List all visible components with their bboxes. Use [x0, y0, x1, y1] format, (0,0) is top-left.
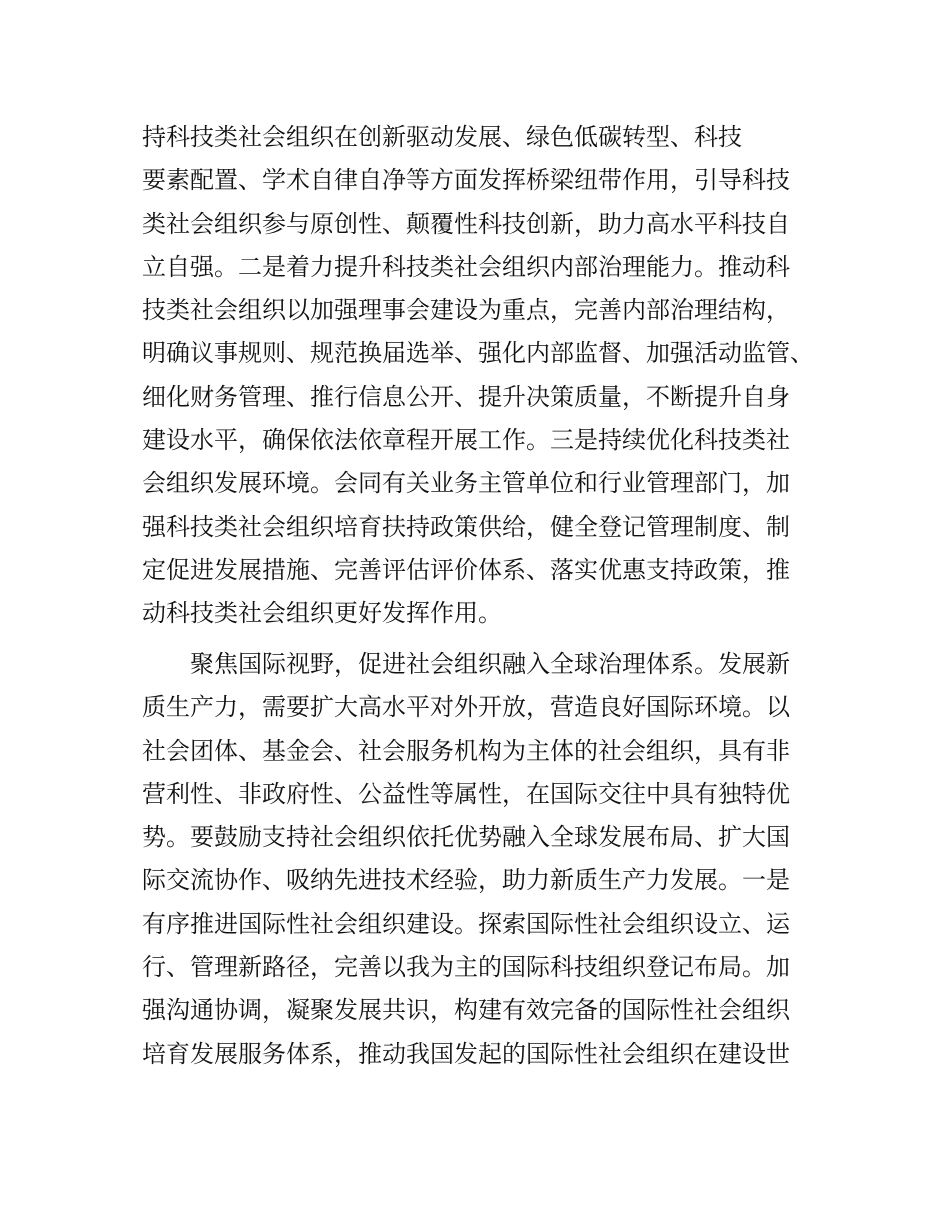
- text-line: 明确议事规则、规范换届选举、强化内部监督、加强活动监管、: [142, 339, 814, 368]
- text-line: 质生产力，需要扩大高水平对外开放，营造良好国际环境。以: [142, 693, 790, 722]
- text-line: 类社会组织参与原创性、颠覆性科技创新，助力高水平科技自: [142, 209, 790, 238]
- text-line: 强沟通协调，凝聚发展共识，构建有效完备的国际性社会组织: [142, 996, 790, 1025]
- text-line: 营利性、非政府性、公益性等属性，在国际交往中具有独特优: [142, 779, 790, 808]
- text-line: 细化财务管理、推行信息公开、提升决策质量，不断提升自身: [142, 382, 790, 411]
- text-line: 持科技类社会组织在创新驱动发展、绿色低碳转型、科技: [142, 123, 742, 151]
- text-line: 定促进发展措施、完善评估评价体系、落实优惠支持政策，推: [142, 555, 790, 584]
- text-line: 势。要鼓励支持社会组织依托优势融入全球发展布局、扩大国: [142, 823, 790, 852]
- text-line: 会组织发展环境。会同有关业务主管单位和行业管理部门，加: [142, 469, 790, 498]
- paragraph-1: [142, 116, 814, 636]
- text-line: 聚焦国际视野，促进社会组织融入全球治理体系。发展新: [190, 650, 790, 678]
- text-line: 立自强。二是着力提升科技类社会组织内部治理能力。推动科: [142, 252, 790, 281]
- text-line: 有序推进国际性社会组织建设。探索国际性社会组织设立、运: [142, 909, 790, 938]
- text-line: 际交流协作、吸纳先进技术经验，助力新质生产力发展。一是: [142, 866, 790, 895]
- text-line: 培育发展服务体系，推动我国发起的国际性社会组织在建设世: [142, 1039, 790, 1068]
- text-line: 要素配置、学术自律自净等方面发挥桥梁纽带作用，引导科技: [142, 166, 790, 195]
- text-line: 技类社会组织以加强理事会建设为重点，完善内部治理结构，: [142, 296, 790, 325]
- text-line: 社会团体、基金会、社会服务机构为主体的社会组织，具有非: [142, 736, 790, 765]
- text-line: 建设水平，确保依法依章程开展工作。三是持续优化科技类社: [142, 426, 790, 455]
- text-line: 行、管理新路径，完善以我为主的国际科技组织登记布局。加: [142, 953, 790, 982]
- text-line: 强科技类社会组织培育扶持政策供给，健全登记管理制度、制: [142, 512, 790, 541]
- paragraph-2: [142, 643, 814, 1076]
- text-line: 动科技类社会组织更好发挥作用。: [142, 599, 502, 628]
